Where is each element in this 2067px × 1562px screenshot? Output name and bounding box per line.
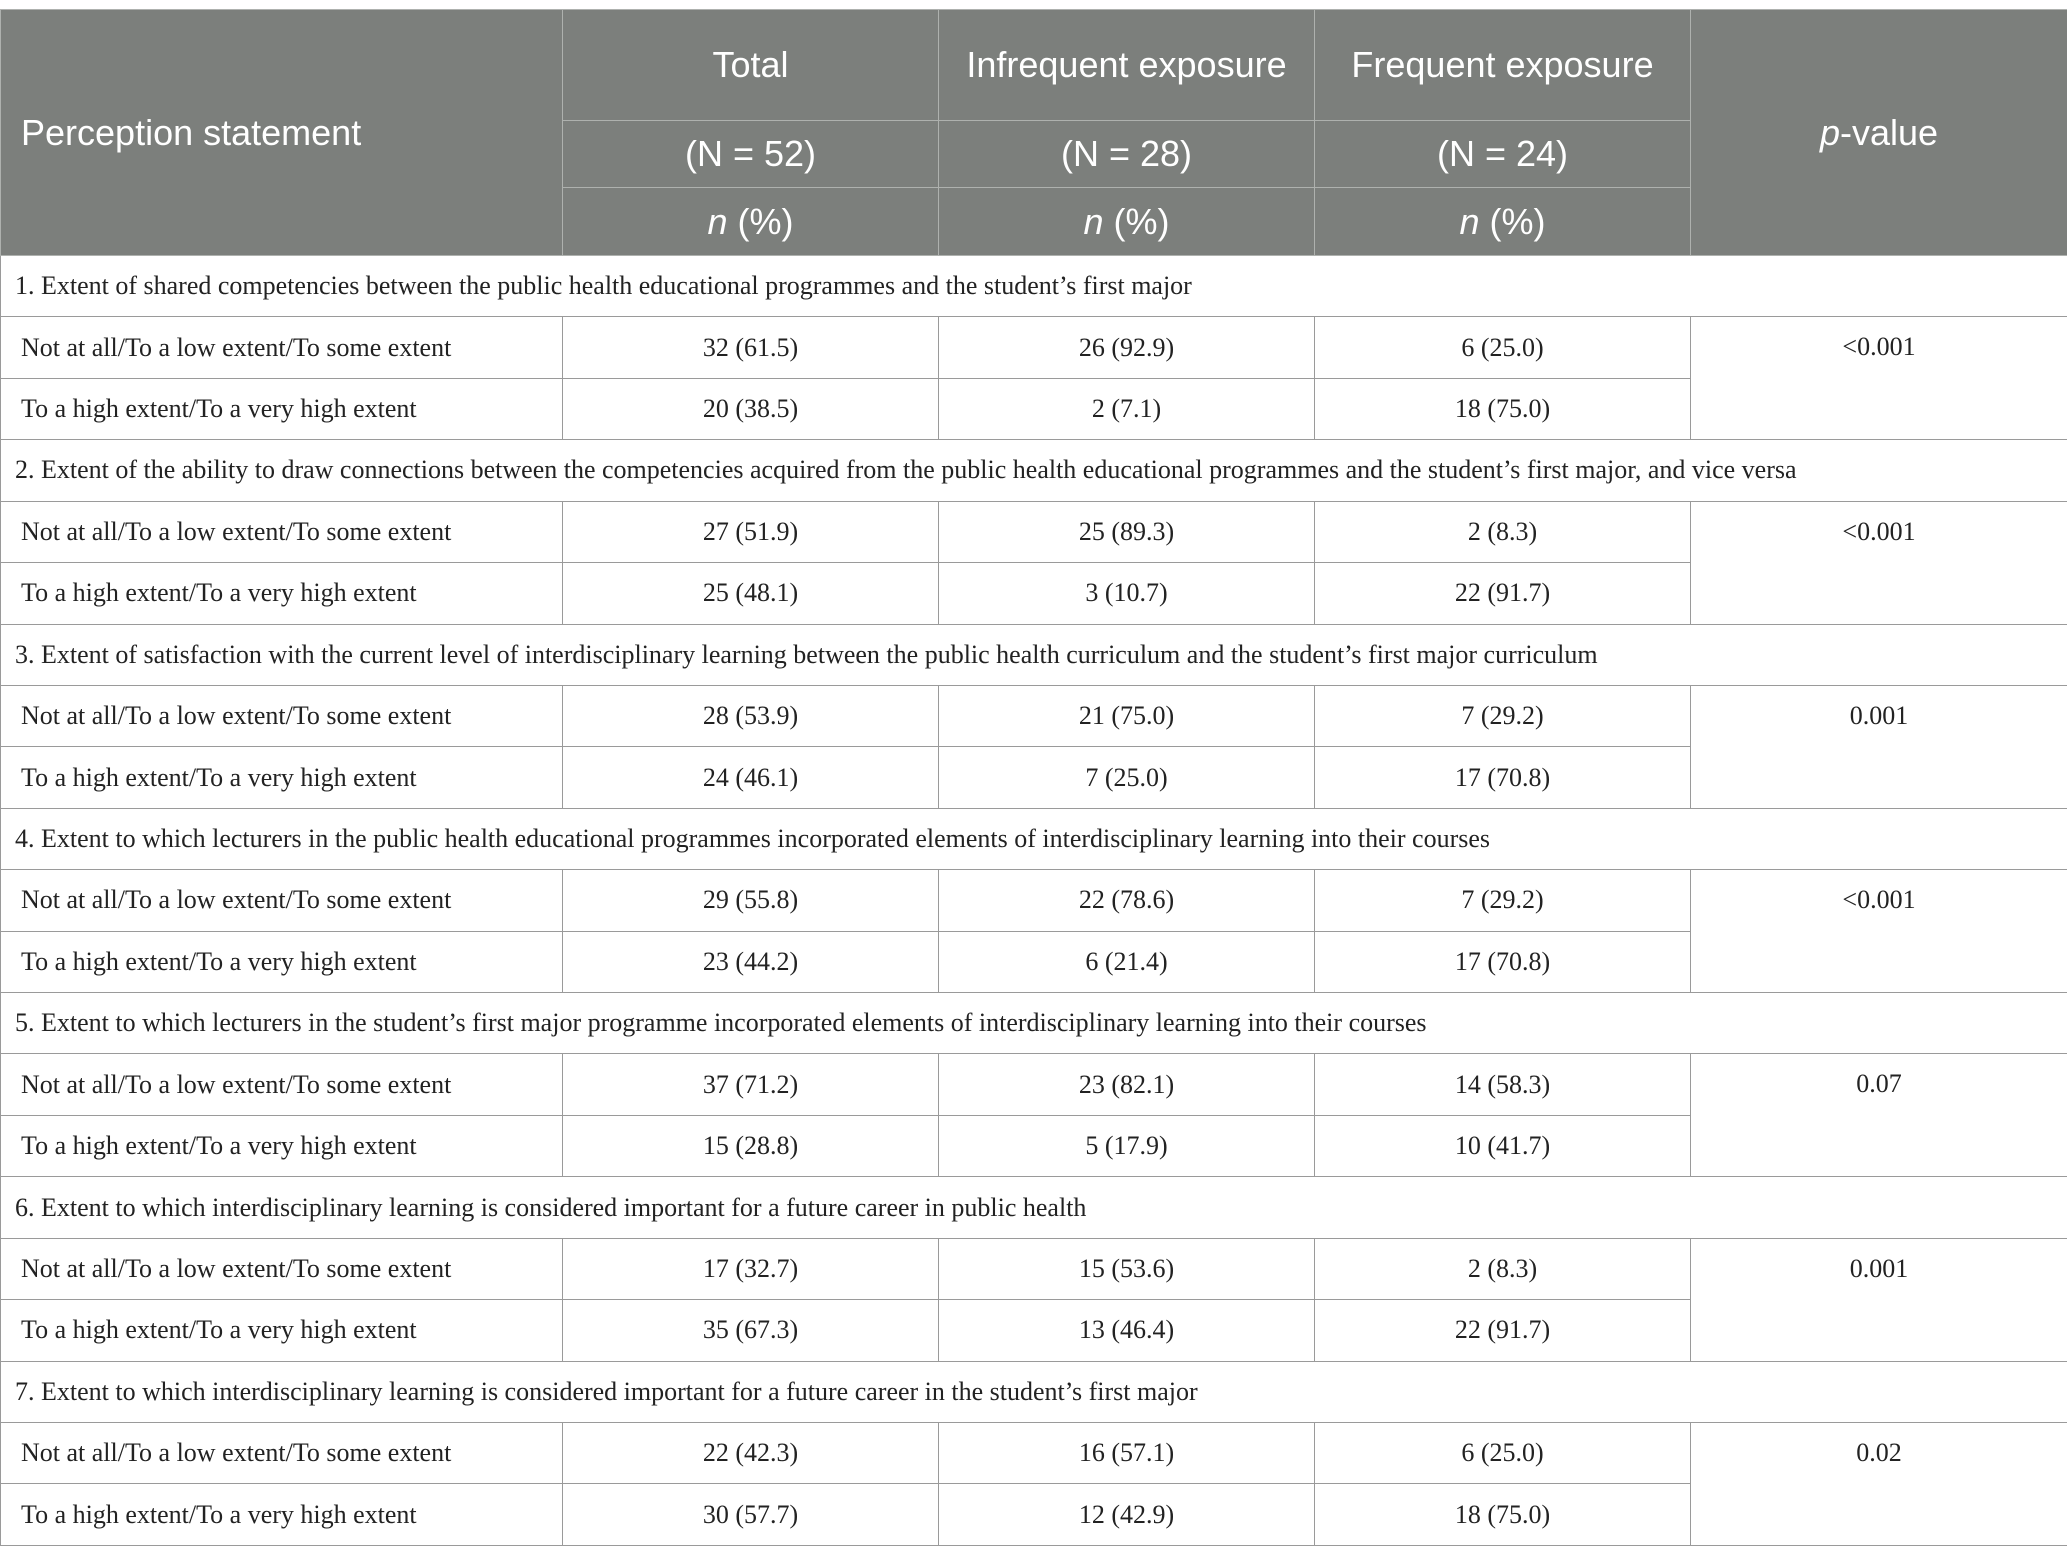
total-value: 15 (28.8) [563,1115,939,1176]
infrequent-value: 6 (21.4) [939,931,1315,992]
total-value: 35 (67.3) [563,1300,939,1361]
section-row [1,624,2067,685]
total-value: 23 (44.2) [563,931,939,992]
frequent-value: 17 (70.8) [1315,747,1691,808]
section-row [1,1361,2067,1422]
section-title: 6. Extent to which interdisciplinary learning is considered important for a future career in public health [1,1177,2067,1238]
header-perception-statement: Perception statement [1,10,563,256]
response-label: To a high extent/To a very high extent [1,1115,563,1176]
p-value: 0.07 [1691,1054,2067,1177]
infrequent-value: 13 (46.4) [939,1300,1315,1361]
table-row [1,685,2067,746]
infrequent-value: 23 (82.1) [939,1054,1315,1115]
table-row [1,870,2067,931]
section-row [1,993,2067,1054]
table-body [1,256,2067,1546]
header-npct-total [563,188,939,256]
section-row [1,1177,2067,1238]
frequent-value: 6 (25.0) [1315,1423,1691,1484]
header-npct-frequent [1315,188,1691,256]
total-value: 22 (42.3) [563,1423,939,1484]
p-value: <0.001 [1691,501,2067,624]
header-n-frequent: (N = 24) [1315,121,1691,188]
response-label: To a high extent/To a very high extent [1,378,563,439]
section-row [1,808,2067,869]
response-label: Not at all/To a low extent/To some extent [1,501,563,562]
frequent-value: 2 (8.3) [1315,1238,1691,1299]
frequent-value: 2 (8.3) [1315,501,1691,562]
total-value: 25 (48.1) [563,563,939,624]
frequent-value: 7 (29.2) [1315,685,1691,746]
section-title: 7. Extent to which interdisciplinary learning is considered important for a future career in the student’s first major [1,1361,2067,1422]
infrequent-value: 2 (7.1) [939,378,1315,439]
infrequent-value: 16 (57.1) [939,1423,1315,1484]
p-value: 0.02 [1691,1423,2067,1546]
infrequent-value: 15 (53.6) [939,1238,1315,1299]
section-title: 1. Extent of shared competencies between the public health educational programmes and the student’s first major [1,256,2067,317]
header-npct-italic: n [707,200,728,242]
table-row [1,1238,2067,1299]
header-npct-italic: n [1083,200,1104,242]
header-p-value-italic: p [1819,111,1840,153]
infrequent-value: 21 (75.0) [939,685,1315,746]
frequent-value: 18 (75.0) [1315,1484,1691,1546]
table-row [1,317,2067,378]
total-value: 29 (55.8) [563,870,939,931]
header-npct-suffix: (%) [1479,200,1546,242]
frequent-value: 17 (70.8) [1315,931,1691,992]
perception-table [0,9,2067,1546]
total-value: 24 (46.1) [563,747,939,808]
table-row [1,1054,2067,1115]
section-title: 3. Extent of satisfaction with the current level of interdisciplinary learning between the public health curriculum and the student’s first major curriculum [1,624,2067,685]
total-value: 17 (32.7) [563,1238,939,1299]
infrequent-value: 26 (92.9) [939,317,1315,378]
frequent-value: 22 (91.7) [1315,1300,1691,1361]
infrequent-value: 7 (25.0) [939,747,1315,808]
infrequent-value: 3 (10.7) [939,563,1315,624]
section-title: 4. Extent to which lecturers in the public health educational programmes incorporated elements of interdisciplinary learning into their courses [1,808,2067,869]
p-value: 0.001 [1691,1238,2067,1361]
total-value: 30 (57.7) [563,1484,939,1546]
response-label: Not at all/To a low extent/To some extent [1,1423,563,1484]
section-row [1,440,2067,501]
infrequent-value: 12 (42.9) [939,1484,1315,1546]
response-label: Not at all/To a low extent/To some extent [1,870,563,931]
frequent-value: 6 (25.0) [1315,317,1691,378]
response-label: Not at all/To a low extent/To some extent [1,685,563,746]
table-header [1,10,2067,256]
response-label: To a high extent/To a very high extent [1,747,563,808]
header-npct-italic: n [1459,200,1480,242]
p-value: <0.001 [1691,870,2067,993]
total-value: 20 (38.5) [563,378,939,439]
header-total: Total [563,10,939,121]
table-container [0,9,2067,1546]
header-npct-infrequent [939,188,1315,256]
section-title: 5. Extent to which lecturers in the student’s first major programme incorporated elements of interdisciplinary learning into their courses [1,993,2067,1054]
response-label: To a high extent/To a very high extent [1,1484,563,1546]
section-title: 2. Extent of the ability to draw connections between the competencies acquired from the public health educational programmes and the student’s first major, and vice versa [1,440,2067,501]
total-value: 32 (61.5) [563,317,939,378]
response-label: To a high extent/To a very high extent [1,1300,563,1361]
header-n-infrequent: (N = 28) [939,121,1315,188]
header-npct-suffix: (%) [1103,200,1170,242]
header-n-total: (N = 52) [563,121,939,188]
header-npct-suffix: (%) [727,200,794,242]
infrequent-value: 25 (89.3) [939,501,1315,562]
response-label: Not at all/To a low extent/To some extent [1,1238,563,1299]
p-value: <0.001 [1691,317,2067,440]
p-value: 0.001 [1691,685,2067,808]
frequent-value: 10 (41.7) [1315,1115,1691,1176]
header-p-value [1691,10,2067,256]
total-value: 37 (71.2) [563,1054,939,1115]
table-row [1,1423,2067,1484]
infrequent-value: 5 (17.9) [939,1115,1315,1176]
frequent-value: 22 (91.7) [1315,563,1691,624]
header-frequent-exposure: Frequent exposure [1315,10,1691,121]
frequent-value: 14 (58.3) [1315,1054,1691,1115]
response-label: To a high extent/To a very high extent [1,563,563,624]
response-label: To a high extent/To a very high extent [1,931,563,992]
response-label: Not at all/To a low extent/To some extent [1,317,563,378]
infrequent-value: 22 (78.6) [939,870,1315,931]
total-value: 28 (53.9) [563,685,939,746]
frequent-value: 18 (75.0) [1315,378,1691,439]
header-p-value-suffix: -value [1839,111,1939,153]
section-row [1,256,2067,317]
response-label: Not at all/To a low extent/To some extent [1,1054,563,1115]
total-value: 27 (51.9) [563,501,939,562]
table-row [1,501,2067,562]
header-infrequent-exposure: Infrequent exposure [939,10,1315,121]
frequent-value: 7 (29.2) [1315,870,1691,931]
